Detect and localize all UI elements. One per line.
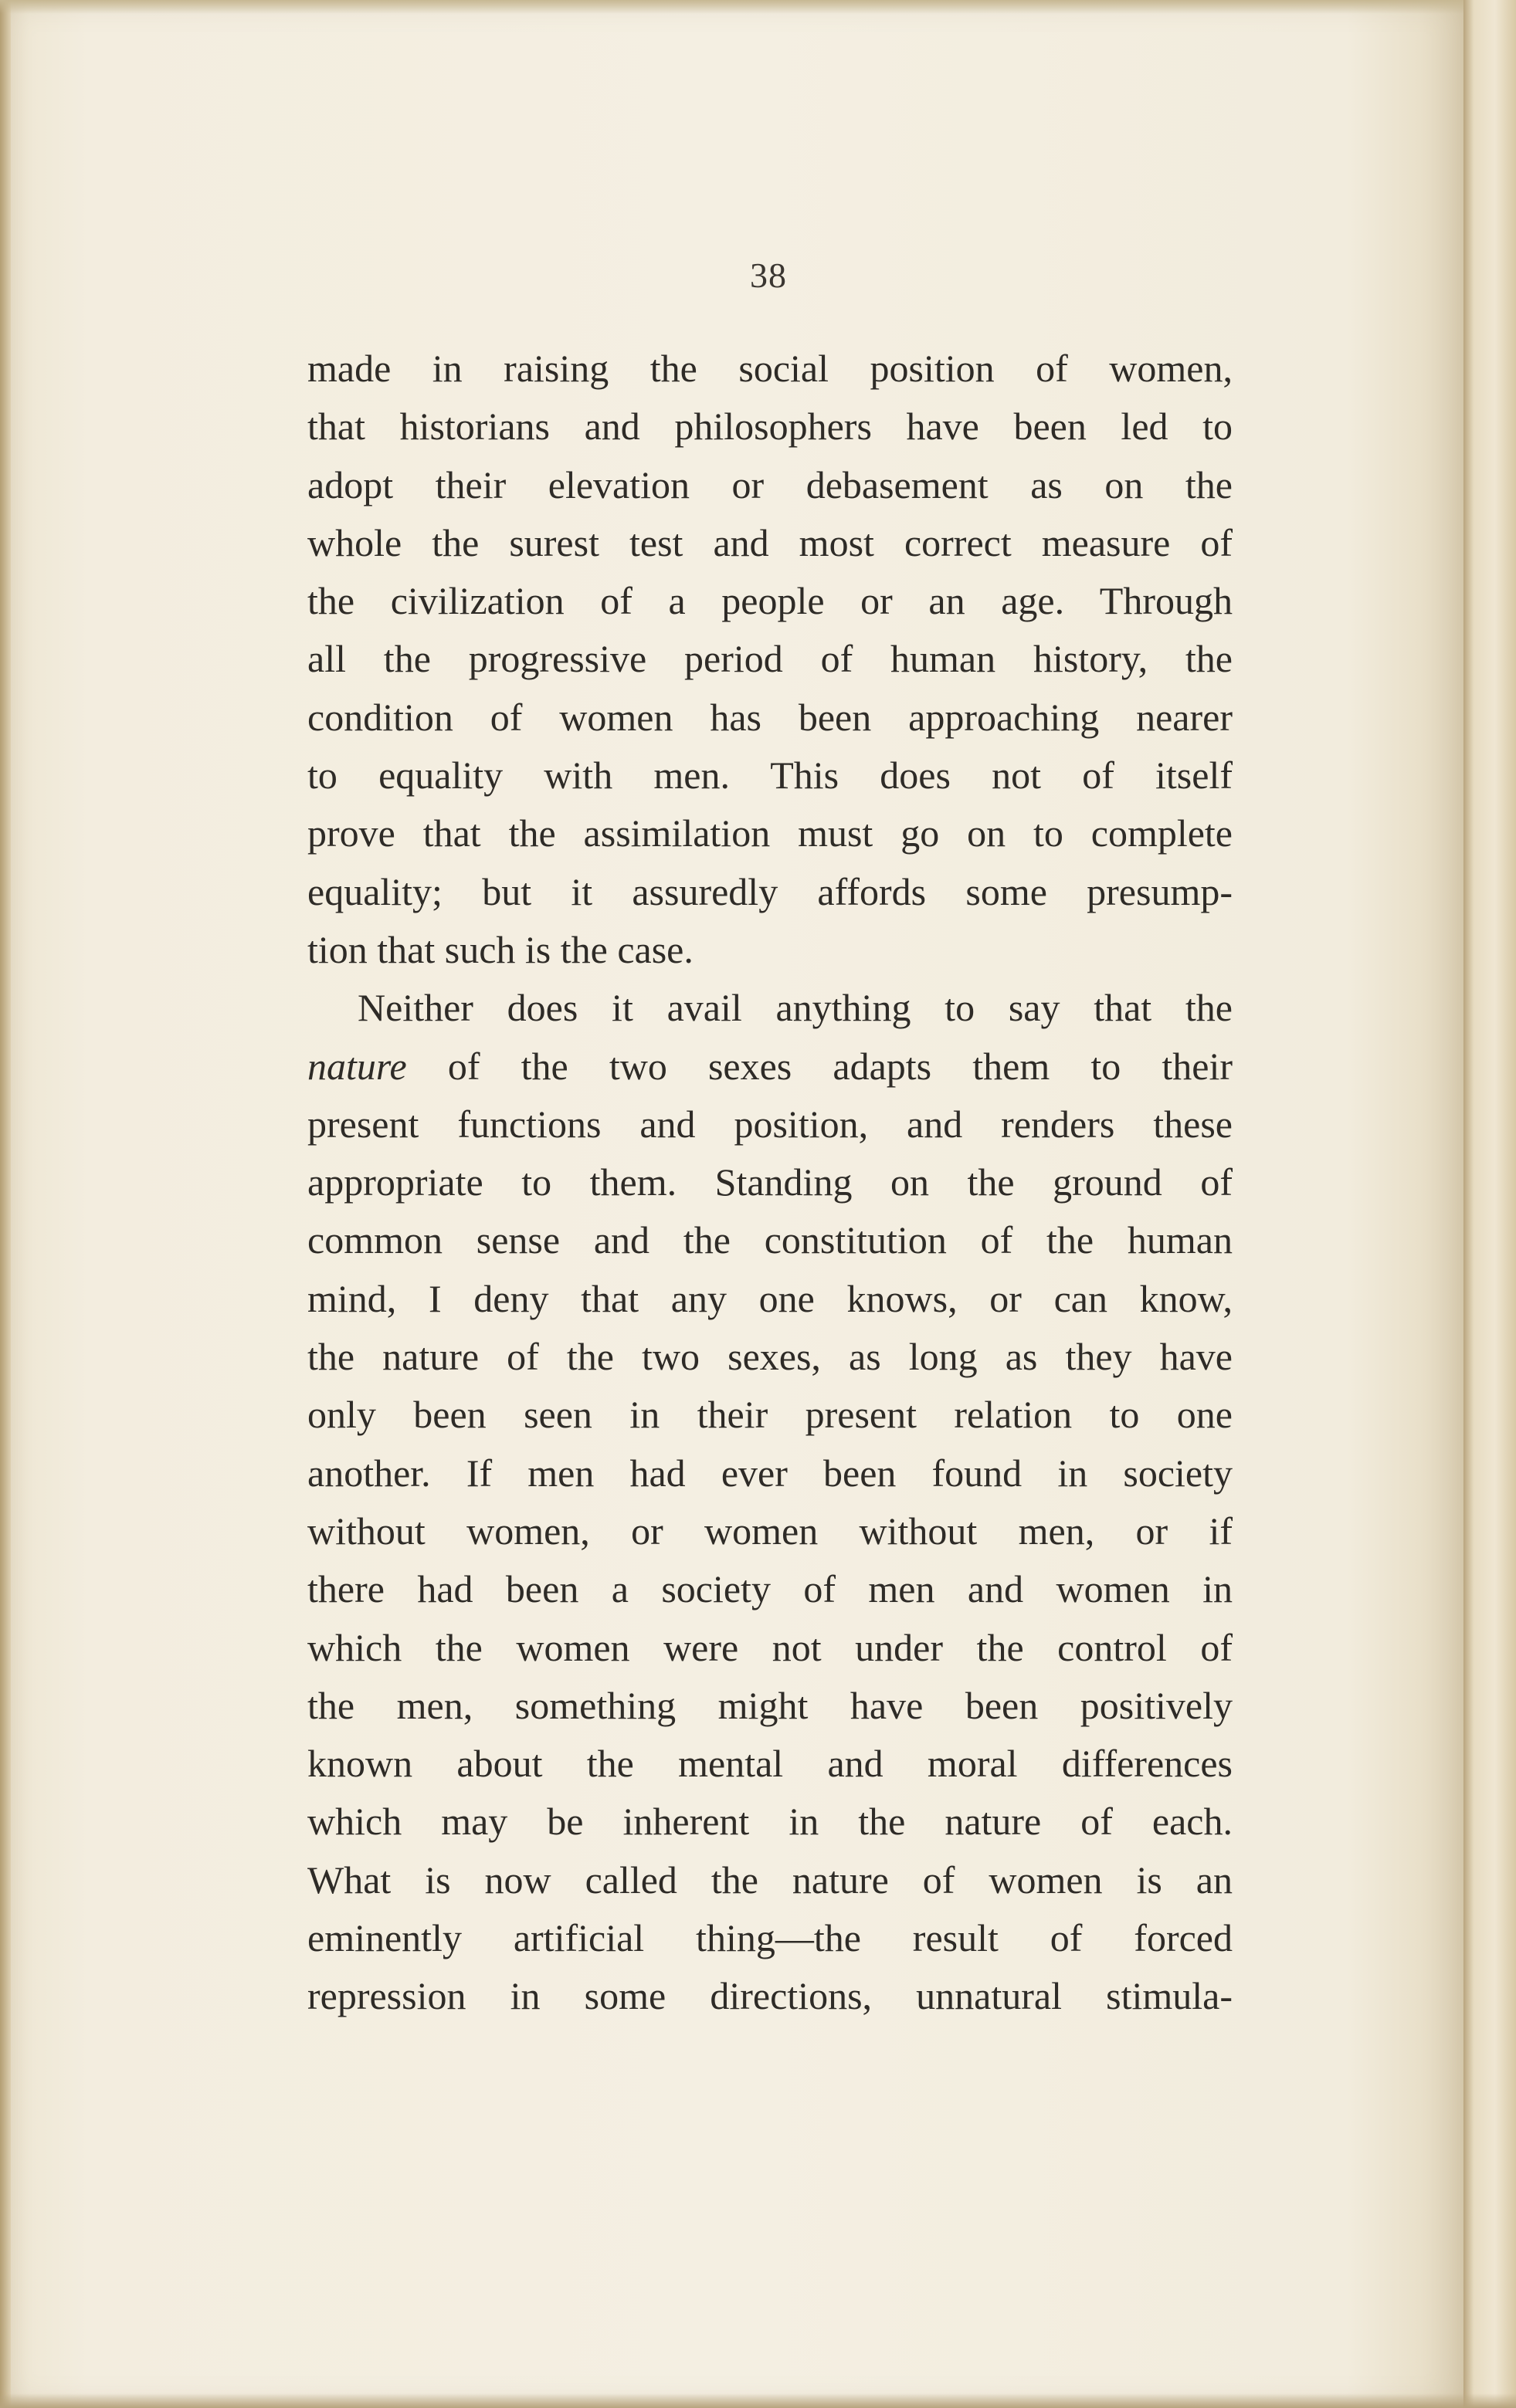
text-line: prove that the assimilation must go on to complete xyxy=(307,811,1233,855)
page-number: 38 xyxy=(750,256,787,295)
text-line: known about the mental and moral differences xyxy=(307,1742,1233,1786)
page-top-edge xyxy=(0,0,1463,14)
text-line: repression in some directions, unnatural stimula- xyxy=(307,1974,1233,2018)
text-line xyxy=(307,1038,1233,1096)
text-line: tion that such is the case. xyxy=(307,927,694,971)
text-line: the men, something might have been positively xyxy=(307,1683,1233,1727)
text-line: the nature of the two sexes, as long as they have xyxy=(307,1335,1233,1379)
text-line: common sense and the constitution of the human xyxy=(307,1218,1233,1262)
body-text xyxy=(307,340,1233,2026)
paragraph-1 xyxy=(307,340,1233,979)
text-line: only been seen in their present relation to one xyxy=(307,1393,1233,1437)
text-line: without women, or women without men, or if xyxy=(307,1509,1233,1553)
text-line: equality; but it assuredly affords some presump- xyxy=(307,869,1233,913)
text-line: another. If men had ever been found in society xyxy=(307,1451,1233,1495)
text-line: made in raising the social position of women, xyxy=(307,347,1233,390)
text-line: present functions and position, and renders these xyxy=(307,1102,1233,1146)
page-bottom-edge xyxy=(0,2393,1516,2408)
text-line: which may be inherent in the nature of each. xyxy=(307,1800,1233,1844)
text-line: all the progressive period of human history, the xyxy=(307,637,1233,681)
text-line-rest: of the two sexes adapts them to their xyxy=(406,1044,1233,1088)
page-left-edge xyxy=(0,0,11,2408)
paragraph-2 xyxy=(307,979,1233,2025)
text-line: What is now called the nature of women is an xyxy=(307,1858,1233,1902)
italic-word: nature xyxy=(307,1044,407,1088)
page-right-edge xyxy=(1463,0,1516,2408)
text-line: condition of women has been approaching nearer xyxy=(307,695,1233,739)
text-line: eminently artificial thing—the result of forced xyxy=(307,1916,1233,1960)
text-line: whole the surest test and most correct measure of xyxy=(307,520,1233,564)
text-line: mind, I deny that any one knows, or can know, xyxy=(307,1276,1233,1320)
text-line: that historians and philosophers have been led to xyxy=(307,405,1233,449)
text-line: Neither does it avail anything to say that the xyxy=(358,986,1233,1030)
text-line: adopt their elevation or debasement as on the xyxy=(307,462,1233,506)
text-line: there had been a society of men and women in xyxy=(307,1567,1233,1611)
text-line: the civilization of a people or an age. Through xyxy=(307,579,1233,623)
text-line: to equality with men. This does not of itself xyxy=(307,754,1233,798)
text-line: appropriate to them. Standing on the ground of xyxy=(307,1160,1233,1204)
text-line: which the women were not under the control of xyxy=(307,1625,1233,1669)
